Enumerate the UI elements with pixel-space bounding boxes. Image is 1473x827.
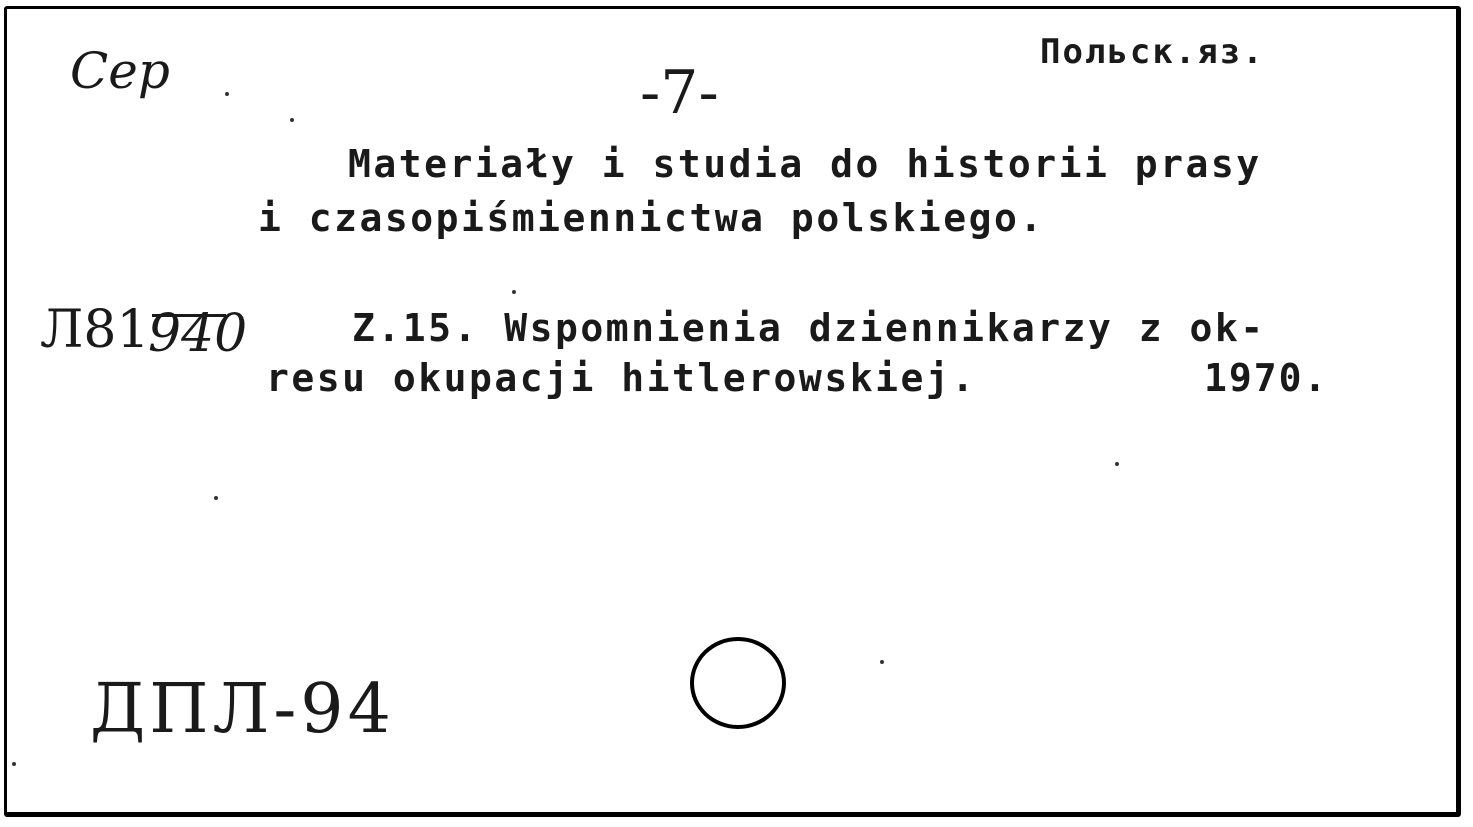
title-line-2: i czasopiśmiennictwa polskiego.	[258, 196, 1045, 240]
volume-line-2: resu okupacji hitlerowskiej.	[266, 356, 977, 400]
speck	[12, 762, 16, 766]
speck	[880, 660, 884, 664]
shelf-mark-prefix: Л81	[40, 300, 150, 360]
punch-hole-icon	[690, 637, 786, 729]
title-line-1: Materiały i studia do historii prasy	[348, 142, 1262, 186]
volume-line-1: Z.15. Wspomnienia dziennikarzy z ok-	[352, 306, 1266, 350]
speck	[1115, 462, 1119, 466]
inventory-mark: ДПЛ-94	[90, 670, 395, 749]
department-mark: Сер	[70, 42, 170, 100]
shelf-mark-number: 940	[148, 304, 248, 364]
speck	[225, 92, 229, 96]
speck	[290, 118, 294, 122]
speck	[214, 496, 218, 500]
language-label: Польск.яз.	[1040, 32, 1265, 72]
page-number: -7-	[640, 58, 719, 128]
publication-year: 1970.	[1204, 356, 1329, 400]
speck	[512, 290, 516, 294]
